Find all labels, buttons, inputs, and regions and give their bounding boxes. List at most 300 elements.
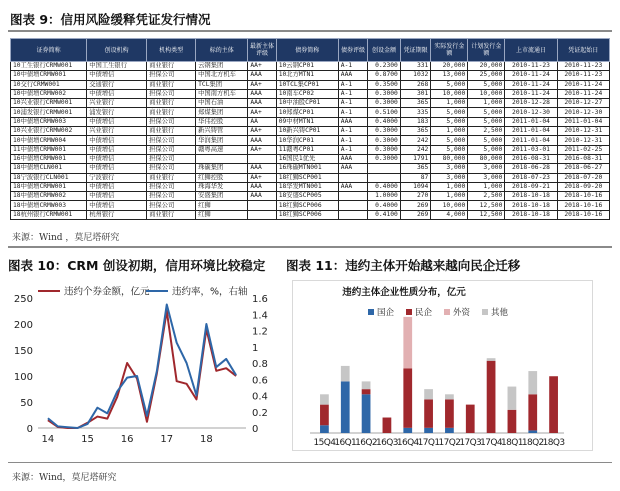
table-cell: 2016-08-31 <box>505 154 557 163</box>
table-row <box>11 62 610 71</box>
table-cell: 2011-03-01 <box>505 145 557 154</box>
table-cell: 浦发银行 <box>87 108 147 117</box>
table-cell: 担保公司 <box>147 71 196 80</box>
table-cell: 10中债增CRMW001 <box>11 71 87 80</box>
bar-segment-other <box>445 394 454 399</box>
table-cell: 10浦发银行CRMW001 <box>11 108 87 117</box>
table-cell: 0.3000 <box>368 127 401 136</box>
crm-issuance-table <box>10 38 610 220</box>
table-cell: 安盛集团 <box>196 192 248 201</box>
table-cell: A-1 <box>338 89 367 98</box>
y-right-tick-label: 0.4 <box>252 391 268 403</box>
table-cell: 365 <box>400 99 430 108</box>
table-cell: 5,000 <box>468 136 505 145</box>
table-cell: 0.5100 <box>368 108 401 117</box>
bottom-rule <box>8 462 612 463</box>
table-cell: 20,000 <box>431 62 468 71</box>
table-row <box>11 182 610 191</box>
legend-label: 国企 <box>377 308 395 318</box>
table-cell: 中债增信 <box>87 71 147 80</box>
table-cell: 18中债增CRMW001 <box>11 182 87 191</box>
table-cell: 1,000 <box>431 127 468 136</box>
table-cell: 中国南方机车 <box>196 89 248 98</box>
table-cell: 兴业银行 <box>87 127 147 136</box>
table-row <box>11 117 610 126</box>
table-header-row <box>11 39 610 62</box>
table-cell: 中债增信 <box>87 117 147 126</box>
bar-segment-private <box>466 405 475 433</box>
x-tick-label: 16Q2 <box>355 438 378 448</box>
table-cell: 0.8700 <box>368 71 401 80</box>
column-header: 实际发行金额 <box>431 39 468 62</box>
column-header: 标的主体 <box>196 39 248 62</box>
table-cell: AAA <box>338 154 367 163</box>
table-cell: 2010-11-23 <box>557 62 609 71</box>
y-right-tick-label: 1.4 <box>252 310 268 322</box>
x-tick-label: 16Q3 <box>375 438 398 448</box>
section-rule <box>8 246 612 248</box>
table-cell: 268 <box>400 80 430 89</box>
table-cell: 2010-12-30 <box>557 108 609 117</box>
table-cell: 中国石油 <box>196 99 248 108</box>
table-cell: 3,000 <box>468 164 505 173</box>
table-cell: 0.3000 <box>368 99 401 108</box>
table-cell: 10南车CP02 <box>276 89 338 98</box>
table-cell: 5,000 <box>431 145 468 154</box>
table-cell: 红狮 <box>196 201 248 210</box>
column-header: 凭证期限 <box>400 39 430 62</box>
table-cell: 杭州银行 <box>87 210 147 219</box>
table-cell: A-1 <box>338 145 367 154</box>
table-cell: 3,000 <box>468 173 505 182</box>
table-cell: 中国工生银行 <box>87 62 147 71</box>
table-cell: 2018-06-28 <box>505 164 557 173</box>
table-cell: 郑煤集团 <box>196 108 248 117</box>
table-cell: 0.3000 <box>368 89 401 98</box>
table-cell: 0.4000 <box>368 117 401 126</box>
table-cell: 11中债增CRMW001 <box>11 145 87 154</box>
table-9-source: 来源：Wind ，莫尼塔研究 <box>12 233 120 243</box>
table-cell: 18华发MTN001 <box>276 182 338 191</box>
table-cell: 2010-12-31 <box>557 136 609 145</box>
table-cell: 12,500 <box>468 210 505 219</box>
table-cell: 1.0000 <box>368 192 401 201</box>
table-cell: 1,000 <box>468 182 505 191</box>
table-cell: 交通银行 <box>87 80 147 89</box>
table-cell: 10,000 <box>468 89 505 98</box>
table-cell: 2010-11-24 <box>505 89 557 98</box>
bar-segment-private <box>424 399 433 427</box>
table-cell: 5,000 <box>468 145 505 154</box>
figure-10-source: 来源：Wind，莫尼塔研究 <box>12 473 117 483</box>
table-cell: AAA <box>248 71 276 80</box>
table-cell: 2018-09-20 <box>557 182 609 191</box>
table-cell: 18杭州银行CRMW001 <box>11 210 87 219</box>
y-right-tick-label: 1 <box>252 342 259 354</box>
table-cell: A-1 <box>338 108 367 117</box>
table-cell: 5,000 <box>431 108 468 117</box>
table-cell: 商业银行 <box>147 210 196 219</box>
table-cell: 10工生银行CRMW001 <box>11 62 87 71</box>
table-row <box>11 164 610 173</box>
table-cell: 0.4100 <box>368 210 401 219</box>
table-cell: 12,500 <box>468 201 505 210</box>
table-cell: A-1 <box>338 80 367 89</box>
table-cell: AAA <box>248 164 276 173</box>
legend-swatch <box>368 309 374 315</box>
table-cell: 担保公司 <box>147 192 196 201</box>
table-cell: 0.4000 <box>368 182 401 191</box>
table-cell: 2010-11-24 <box>505 71 557 80</box>
table-cell: 2018-09-21 <box>505 182 557 191</box>
table-cell: AAA <box>248 136 276 145</box>
table-cell: 商业银行 <box>147 62 196 71</box>
table-cell: AAA <box>338 164 367 173</box>
table-row <box>11 154 610 163</box>
table-cell: 红狮 <box>196 210 248 219</box>
table-cell: AA+ <box>248 108 276 117</box>
table-cell: 2010-12-27 <box>557 99 609 108</box>
table-cell: 270 <box>400 192 430 201</box>
table-cell: 1,000 <box>468 99 505 108</box>
table-cell <box>248 210 276 219</box>
table-cell: 1032 <box>400 71 430 80</box>
table-cell: A-1 <box>338 136 367 145</box>
table-cell: 2010-12-31 <box>557 127 609 136</box>
table-cell: 10TCL集CP01 <box>276 80 338 89</box>
table-cell <box>368 164 401 173</box>
table-cell: 2018-10-16 <box>557 201 609 210</box>
chart-title: 违约主体企业性质分布，亿元 <box>342 287 466 298</box>
table-cell: 5,000 <box>431 117 468 126</box>
y-left-tick-label: 250 <box>13 294 33 305</box>
bar-segment-other <box>341 366 350 381</box>
table-cell: 0.3500 <box>368 80 401 89</box>
bar-segment-private <box>549 376 558 433</box>
table-cell: 10郑煤CP01 <box>276 108 338 117</box>
y-right-tick-label: 0.2 <box>252 407 268 419</box>
table-cell: 11赣粤CP01 <box>276 145 338 154</box>
table-cell: 兴业银行 <box>87 99 147 108</box>
y-right-tick-label: 0 <box>252 424 259 435</box>
table-cell: 16国民1优先 <box>276 154 338 163</box>
table-cell: 华润集团 <box>196 136 248 145</box>
table-cell: 5,000 <box>431 136 468 145</box>
x-tick-label: 16 <box>120 434 134 445</box>
x-tick-label: 17Q3 <box>459 438 482 448</box>
bar-segment-other <box>487 358 496 361</box>
table-cell: 1094 <box>400 182 430 191</box>
table-cell: 中债增信 <box>87 192 147 201</box>
bar-segment-other <box>362 381 371 389</box>
table-cell: 10,000 <box>431 201 468 210</box>
y-left-tick-label: 200 <box>13 320 33 331</box>
table-cell: 中债增信 <box>87 89 147 98</box>
bar-segment-private <box>528 394 537 430</box>
table-cell: AAA <box>338 117 367 126</box>
table-cell: 0.3000 <box>368 136 401 145</box>
table-cell: 1,000 <box>431 99 468 108</box>
table-cell: A-1 <box>338 127 367 136</box>
bar-segment-soe <box>424 428 433 433</box>
x-tick-label: 17Q4 <box>480 438 503 448</box>
table-row <box>11 127 610 136</box>
column-header: 上市流通日 <box>505 39 557 62</box>
table-cell: 珠碳集团 <box>196 164 248 173</box>
bar-segment-other <box>528 371 537 394</box>
chart-frame <box>293 281 593 451</box>
table-cell: 中债增信 <box>87 201 147 210</box>
table-cell: 18红狮SCP006 <box>276 201 338 210</box>
table-cell: A-1 <box>338 62 367 71</box>
table-cell: 10中债增CRMW002 <box>11 89 87 98</box>
table-cell: 18红狮SCP001 <box>276 173 338 182</box>
table-cell: 242 <box>400 145 430 154</box>
table-cell: 2018-10-18 <box>505 210 557 219</box>
bar-segment-private <box>403 369 412 428</box>
default-line-chart <box>6 280 280 452</box>
x-tick-label: 15 <box>81 434 94 445</box>
series-line-default-rate <box>48 305 236 429</box>
legend-swatch <box>406 309 412 315</box>
table-cell: 中国北方机车 <box>196 71 248 80</box>
table-row <box>11 71 610 80</box>
table-cell: 担保公司 <box>147 201 196 210</box>
table-cell <box>248 154 276 163</box>
y-left-tick-label: 50 <box>20 398 33 409</box>
table-cell: 269 <box>400 210 430 219</box>
table-cell: 2018-10-16 <box>557 192 609 201</box>
table-cell: 2018-07-23 <box>505 173 557 182</box>
column-header: 证券简称 <box>11 39 87 62</box>
x-tick-label: 18Q1 <box>500 438 523 448</box>
y-right-tick-label: 1.6 <box>252 294 268 305</box>
table-cell <box>338 210 367 219</box>
table-cell: 2010-12-28 <box>505 99 557 108</box>
table-cell: 中债增信 <box>87 136 147 145</box>
table-cell: 中债增信 <box>87 182 147 191</box>
table-cell <box>248 201 276 210</box>
table-cell: 担保公司 <box>147 136 196 145</box>
table-cell: 中债增信 <box>87 164 147 173</box>
table-row <box>11 108 610 117</box>
table-cell: AA <box>248 117 276 126</box>
x-tick-label: 18Q3 <box>542 438 565 448</box>
x-tick-label: 16Q4 <box>396 438 419 448</box>
table-cell: 商业银行 <box>147 80 196 89</box>
y-left-tick-label: 0 <box>26 424 33 435</box>
legend-label: 外资 <box>453 308 471 318</box>
table-cell: 2010-11-24 <box>557 89 609 98</box>
table-cell: 0.3000 <box>368 145 401 154</box>
table-cell: 2018-10-18 <box>505 201 557 210</box>
table-cell <box>368 173 401 182</box>
y-left-tick-label: 100 <box>13 372 33 383</box>
x-tick-label: 14 <box>41 434 55 445</box>
table-cell: 1,000 <box>431 182 468 191</box>
table-cell: 10新兴铸CP01 <box>276 127 338 136</box>
table-cell: 商业银行 <box>147 99 196 108</box>
bar-segment-soe <box>320 425 329 433</box>
table-cell: 10兴业银行CRMW002 <box>11 127 87 136</box>
table-row <box>11 99 610 108</box>
table-cell: 2010-12-30 <box>505 108 557 117</box>
table-cell: 2011-01-04 <box>505 136 557 145</box>
bar-segment-private <box>320 405 329 426</box>
table-cell: 25,000 <box>468 71 505 80</box>
title-rule <box>8 30 612 32</box>
column-header: 计划发行金额 <box>468 39 505 62</box>
table-cell: 担保公司 <box>147 154 196 163</box>
column-header: 凭证起始日 <box>557 39 609 62</box>
table-cell: 2011-01-04 <box>505 117 557 126</box>
legend-swatch <box>482 309 488 315</box>
bar-segment-other <box>508 387 517 410</box>
table-cell: 2,500 <box>468 127 505 136</box>
table-cell: TCL集团 <box>196 80 248 89</box>
column-header: 债券简称 <box>276 39 338 62</box>
y-right-tick-label: 0.6 <box>252 375 268 387</box>
legend-label: 违约个券金额，亿元 <box>64 286 150 298</box>
table-cell: 2016-08-31 <box>557 154 609 163</box>
table-cell: AAA <box>248 192 276 201</box>
bar-segment-private <box>508 410 517 433</box>
table-cell: AAA <box>248 89 276 98</box>
table-cell: 10华润CP01 <box>276 136 338 145</box>
table-cell: AA+ <box>248 173 276 182</box>
y-left-tick-label: 150 <box>13 346 33 357</box>
table-row <box>11 173 610 182</box>
bar-segment-other <box>424 389 433 399</box>
bar-segment-private <box>487 361 496 433</box>
table-cell: 18中债增CRMW002 <box>11 192 87 201</box>
bar-segment-soe <box>362 394 371 433</box>
table-cell: 1,000 <box>431 192 468 201</box>
table-cell: AAA <box>248 182 276 191</box>
table-cell: 5,000 <box>468 80 505 89</box>
table-row <box>11 201 610 210</box>
table-cell: 335 <box>400 108 430 117</box>
table-cell: 0.3000 <box>368 154 401 163</box>
table-cell: A-1 <box>338 99 367 108</box>
bar-segment-soe <box>341 381 350 433</box>
table-row <box>11 192 610 201</box>
table-cell: 301 <box>400 89 430 98</box>
table-cell: 红狮控股 <box>196 173 248 182</box>
column-header: 创设金额 <box>368 39 401 62</box>
table-cell: AA+ <box>248 80 276 89</box>
table-cell: 2011-01-04 <box>505 127 557 136</box>
table-cell <box>338 173 367 182</box>
y-right-tick-label: 0.8 <box>252 359 268 370</box>
table-cell: 2011-01-04 <box>557 117 609 126</box>
table-cell: 09中材MTN1 <box>276 117 338 126</box>
table-row <box>11 145 610 154</box>
table-cell: 10兴业银行CRMW001 <box>11 99 87 108</box>
table-cell: 新兴铸管 <box>196 127 248 136</box>
bar-segment-soe <box>445 428 454 433</box>
table-cell: 10中债增CRMW004 <box>11 136 87 145</box>
table-cell: 87 <box>400 173 430 182</box>
table-cell: 2010-11-24 <box>557 80 609 89</box>
bar-segment-soe <box>528 430 537 433</box>
table-cell: 2010-11-24 <box>505 80 557 89</box>
table-cell: 10北方MTN1 <box>276 71 338 80</box>
table-cell <box>338 192 367 201</box>
table-cell: 商业银行 <box>147 108 196 117</box>
table-cell: AAA <box>338 71 367 80</box>
bar-segment-private <box>445 399 454 427</box>
table-cell: 18中债增CRMW003 <box>11 201 87 210</box>
table-cell: 2018-06-27 <box>557 164 609 173</box>
table-cell: AA+ <box>248 62 276 71</box>
bar-segment-private <box>362 389 371 394</box>
table-row <box>11 210 610 219</box>
table-cell: 中债增信 <box>87 145 147 154</box>
legend-label: 违约率，%，右轴 <box>172 286 248 298</box>
table-cell: 10,000 <box>431 89 468 98</box>
table-cell: 2010-11-23 <box>557 71 609 80</box>
table-cell: 20,000 <box>468 62 505 71</box>
table-cell: AA+ <box>248 127 276 136</box>
figure-10-title: 图表 10：CRM 创设初期，信用环境比较稳定 <box>8 258 266 273</box>
table-cell: 2018-07-20 <box>557 173 609 182</box>
table-cell: 16中债增CRMW001 <box>11 154 87 163</box>
table-cell: 5,000 <box>431 80 468 89</box>
table-cell: 10云钢CP01 <box>276 62 338 71</box>
table-cell: 2018-10-16 <box>557 210 609 219</box>
table-cell: 2,500 <box>468 192 505 201</box>
table-cell: 担保公司 <box>147 145 196 154</box>
table-cell: 269 <box>400 201 430 210</box>
table-row <box>11 80 610 89</box>
table-cell: 商业银行 <box>147 127 196 136</box>
x-tick-label: 18 <box>200 434 213 445</box>
table-cell: AAA <box>338 182 367 191</box>
legend-label: 其他 <box>491 308 509 318</box>
column-header: 债券评级 <box>338 39 367 62</box>
table-cell: 18安盛SCP005 <box>276 192 338 201</box>
x-tick-label: 18Q2 <box>521 438 544 448</box>
column-header: 最新主体评级 <box>248 39 276 62</box>
table-cell: 4,000 <box>431 210 468 219</box>
table-cell: 13,000 <box>431 71 468 80</box>
table-cell: 0.2300 <box>368 62 401 71</box>
table-cell: 中债增信 <box>87 154 147 163</box>
table-cell: 2010-11-23 <box>505 62 557 71</box>
table-cell: 宁波银行 <box>87 173 147 182</box>
column-header: 创设机构 <box>87 39 147 62</box>
table-cell: 365 <box>400 127 430 136</box>
table-cell: 赣粤高速 <box>196 145 248 154</box>
x-tick-label: 16Q1 <box>334 438 357 448</box>
x-tick-label: 17 <box>160 434 174 445</box>
column-header: 机构类型 <box>147 39 196 62</box>
table-cell: 3,000 <box>431 164 468 173</box>
table-cell: AAA <box>248 99 276 108</box>
table-cell: 331 <box>400 62 430 71</box>
x-tick-label: 17Q2 <box>438 438 461 448</box>
table-cell: 担保公司 <box>147 117 196 126</box>
table-cell: 10中债增CRMW003 <box>11 117 87 126</box>
table-cell <box>338 201 367 210</box>
table-cell: 珠海华发 <box>196 182 248 191</box>
table-cell: 365 <box>400 164 430 173</box>
table-cell: 80,000 <box>431 154 468 163</box>
table-cell: 华伟控股 <box>196 117 248 126</box>
table-cell: 16珠碳MTN001 <box>276 164 338 173</box>
figure-11-title: 图表 11：违约主体开始越来越向民企迁移 <box>286 258 521 273</box>
